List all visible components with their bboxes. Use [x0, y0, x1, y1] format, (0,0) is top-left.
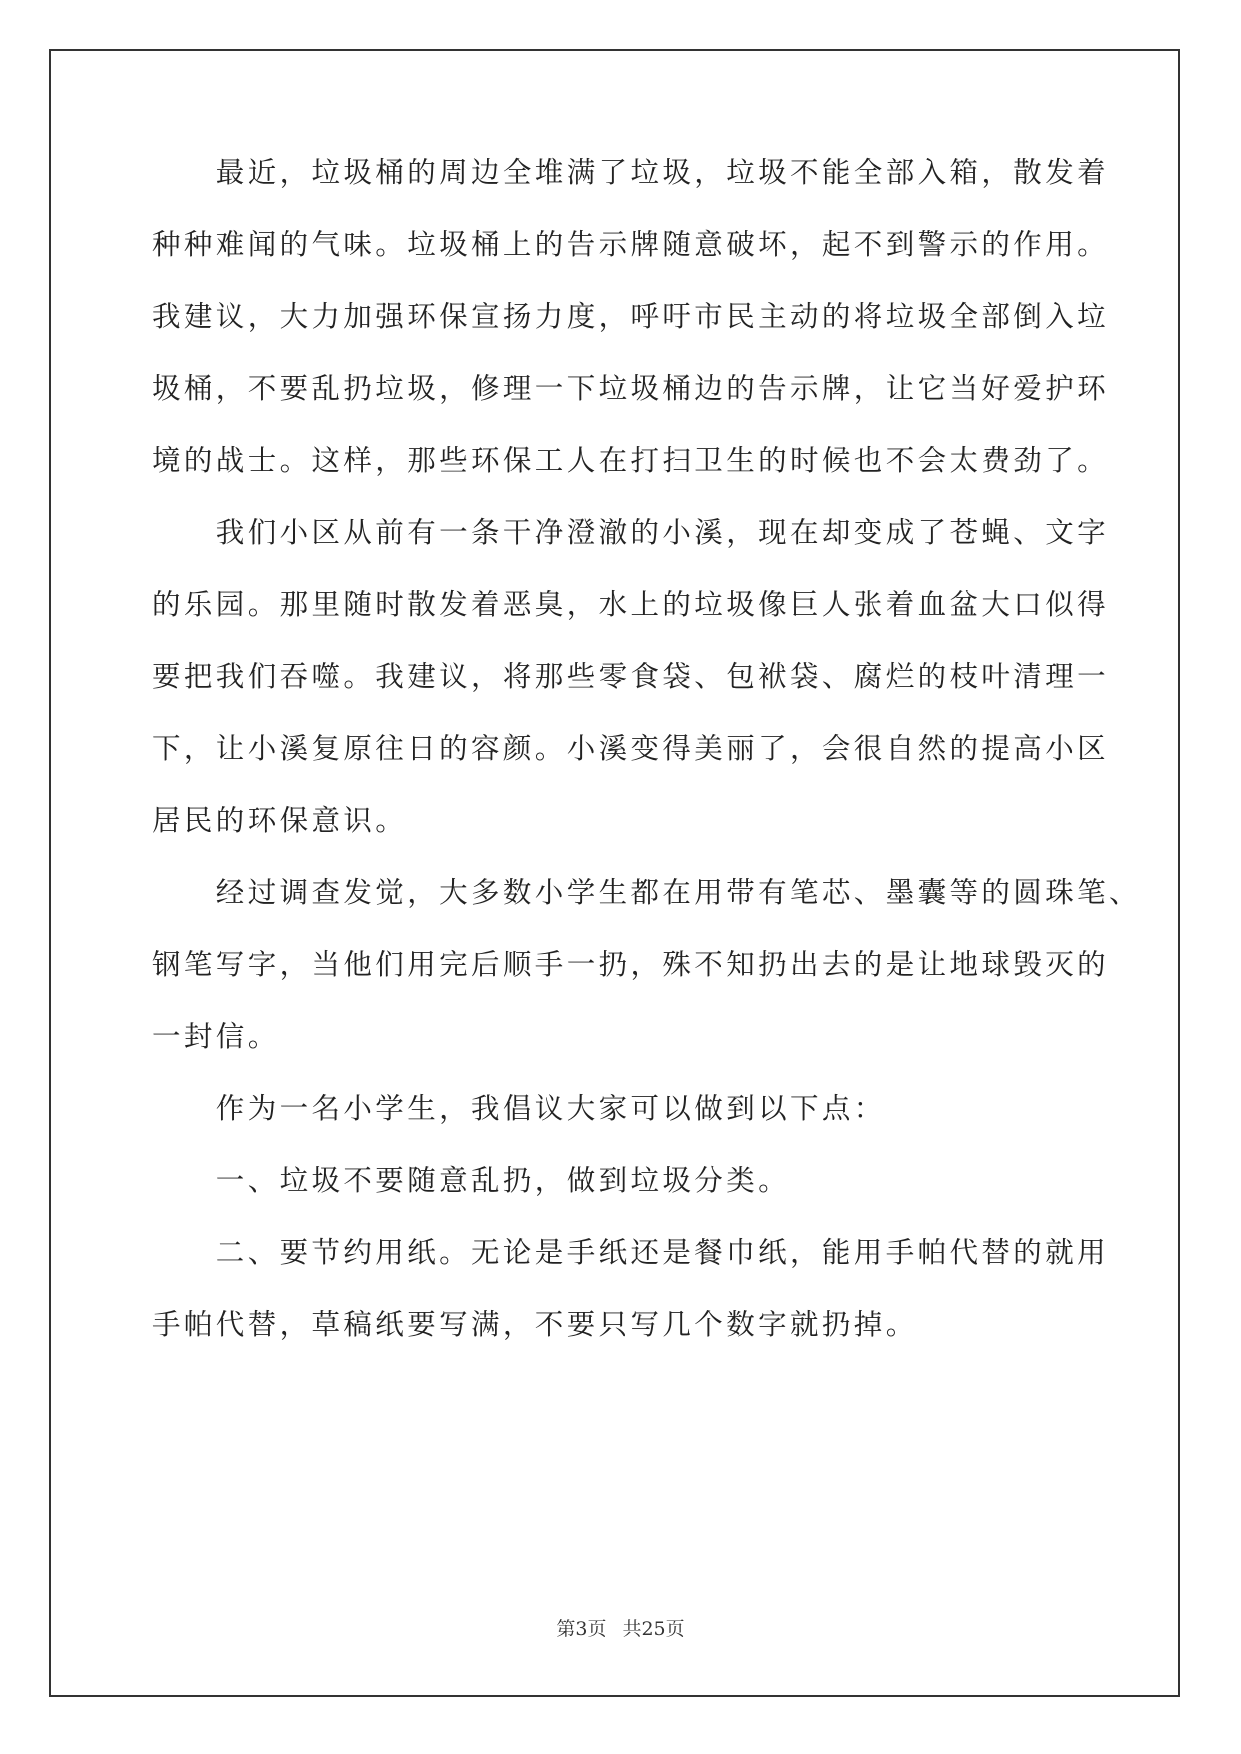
- body-line: 种种难闻的气味。垃圾桶上的告示牌随意破坏，起不到警示的作用。: [152, 228, 1110, 261]
- body-line: 二、要节约用纸。无论是手纸还是餐巾纸，能用手帕代替的就用: [152, 1236, 1110, 1269]
- body-line: 钢笔写字，当他们用完后顺手一扔，殊不知扔出去的是让地球毁灭的: [152, 948, 1110, 981]
- body-line: 的乐园。那里随时散发着恶臭，水上的垃圾像巨人张着血盆大口似得: [152, 588, 1110, 621]
- body-line: 经过调查发觉，大多数小学生都在用带有笔芯、墨囊等的圆珠笔、: [152, 876, 1141, 909]
- body-line: 手帕代替，草稿纸要写满，不要只写几个数字就扔掉。: [152, 1308, 918, 1341]
- page-footer: [0, 1617, 1241, 1641]
- body-line: 圾桶，不要乱扔垃圾，修理一下垃圾桶边的告示牌，让它当好爱护环: [152, 372, 1110, 405]
- body-line: 我们小区从前有一条干净澄澈的小溪，现在却变成了苍蝇、文字: [152, 516, 1110, 549]
- body-line: 境的战士。这样，那些环保工人在打扫卫生的时候也不会太费劲了。: [152, 444, 1110, 477]
- body-line: 一封信。: [152, 1020, 280, 1053]
- body-line: 要把我们吞噬。我建议，将那些零食袋、包袱袋、腐烂的枝叶清理一: [152, 660, 1110, 693]
- body-line: 作为一名小学生，我倡议大家可以做到以下点：: [152, 1092, 886, 1125]
- body-line: 我建议，大力加强环保宣扬力度，呼吁市民主动的将垃圾全部倒入垃: [152, 300, 1110, 333]
- body-line: 最近，垃圾桶的周边全堆满了垃圾，垃圾不能全部入箱，散发着: [152, 156, 1110, 189]
- body-line: 一、垃圾不要随意乱扔，做到垃圾分类。: [152, 1164, 791, 1197]
- page-number: 第3页: [556, 1618, 607, 1640]
- page-total: 共25页: [622, 1618, 685, 1640]
- body-line: 下，让小溪复原往日的容颜。小溪变得美丽了，会很自然的提高小区: [152, 732, 1110, 765]
- body-line: 居民的环保意识。: [152, 804, 408, 837]
